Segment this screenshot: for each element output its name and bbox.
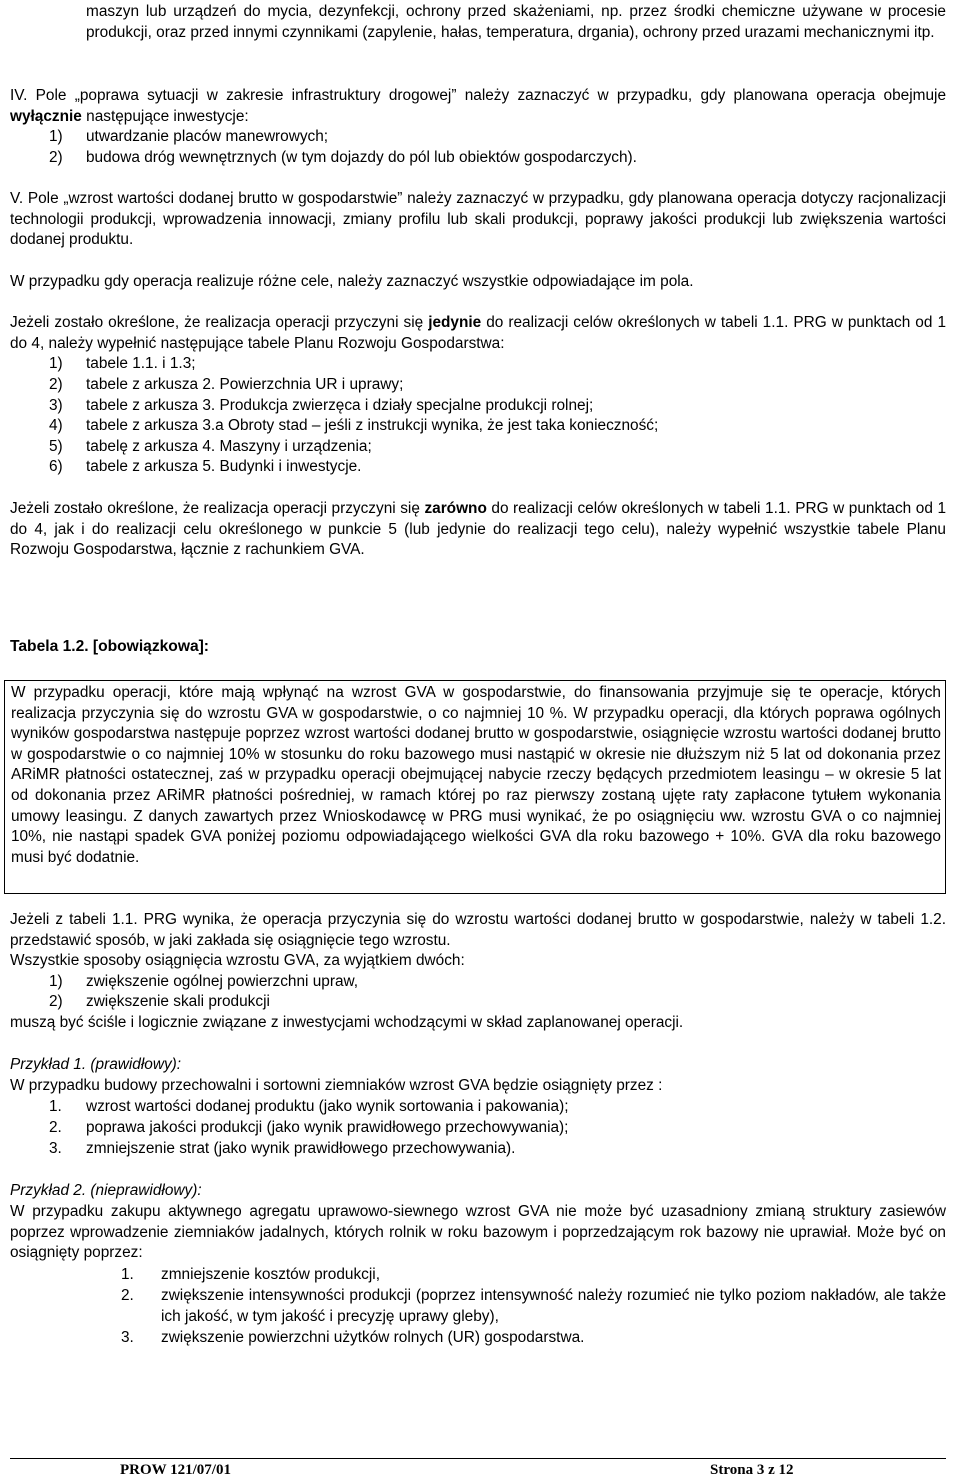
list-item: 2) budowa dróg wewnętrznych (w tym dojazdy do pól lub obiektów gospodarczych). [49, 149, 637, 166]
multi-goals-paragraph: W przypadku gdy operacja realizuje różne cele, należy zaznaczyć wszystkie odpowiadające im pola. [10, 273, 694, 290]
list-item: 1) zwiększenie ogólnej powierzchni upraw, [49, 973, 359, 990]
example-1-lead: W przypadku budowy przechowalni i sortowni ziemniaków wzrost GVA będzie osiągnięty przez : [10, 1077, 663, 1094]
gva-conclusion: muszą być ściśle i logicznie związane z inwestycjami wchodzącymi w skład zaplanowanej operacji. [10, 1014, 684, 1031]
list-item: 2) tabele z arkusza 2. Powierzchnia UR i uprawy; [49, 376, 404, 393]
list-item: 4) tabele z arkusza 3.a Obroty stad – jeśli z instrukcji wynika, że jest taka konieczność; [49, 417, 659, 434]
gva-ways-paragraph: Wszystkie sposoby osiągnięcia wzrostu GVA, za wyjątkiem dwóch: [10, 952, 465, 969]
table-heading: Tabela 1.2. [obowiązkowa]: [10, 638, 210, 655]
list-item: 3) tabele z arkusza 3. Produkcja zwierzęca i działy specjalne produkcji rolnej; [49, 397, 594, 414]
footer-doc-id: PROW 121/07/01 [120, 1462, 231, 1478]
section-iv-paragraph: IV. Pole „poprawa sytuacji w zakresie infrastruktury drogowej” należy zaznaczyć w przypadku, gdy planowana operacja obejmuje wyłącznie następujące inwestycje: [10, 87, 946, 125]
list-item: 1) tabele 1.1. i 1.3; [49, 355, 196, 372]
list-item: 1. zmniejszenie kosztów produkcji, [121, 1266, 380, 1283]
example-2-lead: W przypadku zakupu aktywnego agregatu uprawowo-siewnego wzrost GVA nie może być uzasadniony zmianą struktury zasiewów poprzez wprowadzenie ziemniaków jadalnych, których rolnik w roku bazowym i poprzedzającym rok bazowy nie uprawiał. Może być on osiągnięty poprzez: [10, 1203, 946, 1262]
list-item: 6) tabele z arkusza 5. Budynki i inwestycje. [49, 458, 362, 475]
gva-paragraph: Jeżeli z tabeli 1.1. PRG wynika, że operacja przyczynia się do wzrostu wartości dodanej brutto w gospodarstwie, należy w tabeli 1.2. przedstawić sposób, w jaki zakłada się osiągnięcie tego wzrostu. [10, 911, 946, 949]
footer-page-number: Strona 3 z 12 [710, 1462, 794, 1478]
footer-divider [10, 1458, 946, 1459]
example-2-title: Przykład 2. (nieprawidłowy): [10, 1182, 202, 1199]
both-goals-paragraph: Jeżeli zostało określone, że realizacja operacji przyczyni się zarówno do realizacji celów określonych w tabeli 1.1. PRG w punktach od 1 do 4, jak i do realizacji celu określonego w punkcie 5 (lub jedynie do realizacji tego celu), należy wypełnić wszystkie tabele Planu Rozwoju Gospodarstwa, łącznie z rachunkiem GVA. [10, 500, 947, 559]
list-item: 3. zmniejszenie strat (jako wynik prawidłowego przechowywania). [49, 1140, 516, 1157]
list-item: 1. wzrost wartości dodanej produktu (jako wynik sortowania i pakowania); [49, 1098, 569, 1115]
list-item: 2) zwiększenie skali produkcji [49, 993, 270, 1010]
list-item: 5) tabelę z arkusza 4. Maszyny i urządzenia; [49, 438, 372, 455]
info-box [4, 680, 946, 894]
example-1-title: Przykład 1. (prawidłowy): [10, 1056, 182, 1073]
list-item: 1) utwardzanie placów manewrowych; [49, 128, 329, 145]
info-box-text: W przypadku operacji, które mają wpłynąć na wzrost GVA w gospodarstwie, do finansowania przyjmuje się te operacje, których realizacja przyczynia się do wzrostu GVA w gospodarstwie, o co najmniej 10 %. W przypadku operacji, dla których poprawa ogólnych wyników gospodarstwa następuje poprzez wzrost wartości dodanej brutto w gospodarstwie, osiągnięcie wzrostu wartości dodanej brutto w gospodarstwie o co najmniej 10% w stosunku do roku bazowego musi nastąpić w okresie nie dłuższym niż 5 lat od dokonania przez ARiMR płatności ostatecznej, zaś w przypadku operacji obejmującej nabycie rzeczy będących przedmiotem leasingu – w okresie 5 lat od dokonania przez ARiMR płatności pośredniej, w ramach której po raz pierwszy zostaną ujęte raty zapłacone tytułem wykonania umowy leasingu. Z danych zawartych przez Wnioskodawcę w PRG musi wynikać, że po osiągnięciu ww. wzrostu GVA o co najmniej 10%, nie nastąpi spadek GVA poniżej poziomu odpowiadającego wielkości GVA dla roku bazowego + 10%. GVA dla roku bazowego musi być dodatnie. [11, 684, 941, 866]
section-v-paragraph: V. Pole „wzrost wartości dodanej brutto w gospodarstwie” należy zaznaczyć w przypadku, gdy planowana operacja dotyczy racjonalizacji technologii produkcji, wprowadzenia innowacji, zmiany profilu lub skali produkcji, poprawy jakości produkcji lub zwiększenia wartości dodanej produktu. [10, 190, 946, 249]
list-item: 3. zwiększenie powierzchni użytków rolnych (UR) gospodarstwa. [121, 1329, 585, 1346]
intro-paragraph: maszyn lub urządzeń do mycia, dezynfekcji, ochrony przed skażeniami, np. przez środki chemiczne używane w procesie produkcji, oraz przed innymi czynnikami (zapylenie, hałas, temperatura, drgania), ochrony przed urazami mechanicznymi itp. [86, 3, 946, 41]
list-item: 2. zwiększenie intensywności produkcji (poprzez intensywność należy rozumieć nie tylko poziom nakładów, ale także ich jakość, w tym jakość i precyzję uprawy gleby), [121, 1287, 946, 1325]
only-goals-paragraph: Jeżeli zostało określone, że realizacja operacji przyczyni się jedynie do realizacji celów określonych w tabeli 1.1. PRG w punktach od 1 do 4, należy wypełnić następujące tabele Planu Rozwoju Gospodarstwa: [10, 314, 947, 352]
list-item: 2. poprawa jakości produkcji (jako wynik prawidłowego przechowywania); [49, 1119, 569, 1136]
